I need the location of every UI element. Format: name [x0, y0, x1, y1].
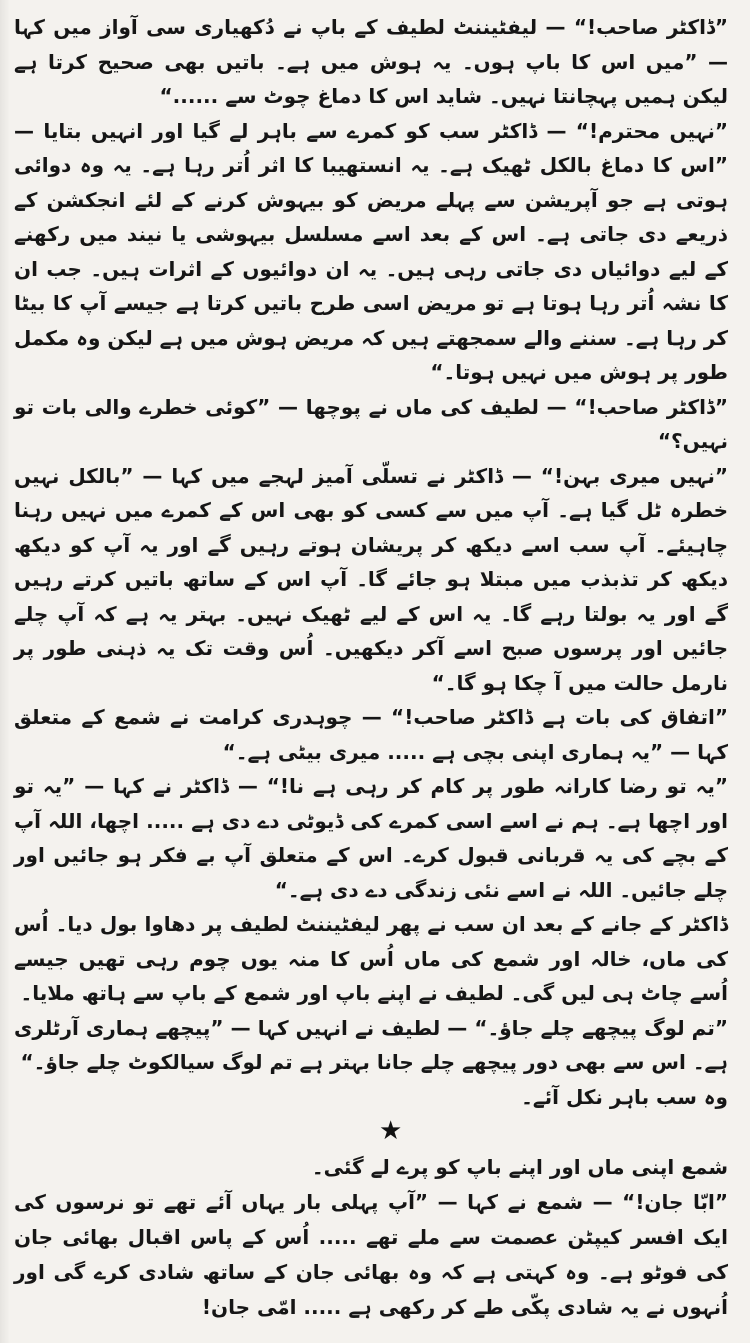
paragraph-3: ”ڈاکٹر صاحب!“ — لطیف کی ماں نے پوچھا — ”کوئی خطرے والی بات تو نہیں؟“: [14, 394, 728, 453]
paragraph-2: ”نہیں محترم!“ — ڈاکٹر سب کو کمرے سے باہر لے گیا اور انہیں بتایا — ”اس کا دماغ بالکل ٹھیک ہے۔ یہ انستھیبا کا اثر اُتر رہا ہے۔ یہ وہ دوائی ہوتی ہے جو آپریشن سے پہلے مریض کو بیہوش کرنے کے لئے انجکشن کے ذریعے دی جاتی ہے۔ اس کے بعد اسے مسلسل بیہوشی یا نیند میں رکھنے کے لیے دوائیاں دی جاتی رہی ہیں۔ یہ ان دوائیوں کے اثرات ہیں۔ جب ان کا نشہ اُتر رہا ہوتا ہے تو مریض اسی طرح باتیں کرتا ہے جیسے آپ کا بیٹا کر رہا ہے۔ سننے والے سمجھتے ہیں کہ مریض ہوش میں ہے لیکن وہ مکمل طور پر ہوش میں نہیں ہوتا۔“: [14, 118, 728, 384]
paragraph-10: شمع اپنی ماں اور اپنے باپ کو پرے لے گئی۔: [311, 1155, 728, 1179]
page-body-top: [14, 10, 728, 1114]
section-separator: [14, 1114, 728, 1150]
paragraph-9: وہ سب باہر نکل آئے۔: [521, 1084, 728, 1109]
paragraph-1: ”ڈاکٹر صاحب!“ — لیفٹیننٹ لطیف کے باپ نے دُکھیاری سی آواز میں کہا — ”میں اس کا باپ ہوں۔ یہ ہوش میں ہے۔ باتیں بھی صحیح کرتا ہے لیکن ہمیں پہچانتا نہیں۔ شاید اس کا دماغ چوٹ سے ......“: [14, 15, 728, 108]
paragraph-6: ”یہ تو رضا کارانہ طور پر کام کر رہی ہے نا!“ — ڈاکٹر نے کہا — ”یہ تو اور اچھا ہے۔ ہم نے اسے اسی کمرے کی ڈیوٹی دے دی ہے ..... اچھا، اللہ آپ کے بچے کی یہ قربانی قبول کرے۔ اس کے متعلق آپ بے فکر ہو جائیں اور چلے جائیں۔ اللہ نے اسے نئی زندگی دے دی ہے۔“: [14, 774, 728, 902]
paragraph-8: ”تم لوگ پیچھے چلے جاؤ۔“ — لطیف نے انہیں کہا — ”پیچھے ہماری آرٹلری ہے۔ اس سے بھی دور پیچھے چلے جانا بہتر ہے تم لوگ سیالکوٹ چلے جاؤ۔“: [14, 1015, 728, 1074]
paragraph-7: ڈاکٹر کے جانے کے بعد ان سب نے پھر لیفٹیننٹ لطیف پر دھاوا بول دیا۔ اُس کی ماں، خالہ اور شمع کی ماں اُس کا منہ یوں چوم رہی تھیں جیسے اُسے چاٹ ہی لیں گی۔ لطیف نے اپنے باپ اور شمع کے باپ سے ہاتھ ملایا۔: [14, 912, 728, 1005]
page-body-bottom: [14, 1150, 728, 1325]
paragraph-11: ”ابّا جان!“ — شمع نے کہا — ”آپ پہلی بار یہاں آئے تھے تو نرسوں کی ایک افسر کیپٹن عصمت سے ملے تھے ..... اُس کے پاس اقبال بھائی جان کی فوٹو ہے۔ وہ کہتی ہے کہ وہ بھائی جان کے ساتھ شادی کرے گی اور اُنہوں نے یہ شادی پکّی طے کر رکھی ہے ..... امّی جان!: [14, 1190, 728, 1319]
paragraph-4: ”نہیں میری بہن!“ — ڈاکٹر نے تسلّی آمیز لہجے میں کہا — ”بالکل نہیں خطرہ ٹل گیا ہے۔ آپ میں سے کسی کو بھی اس کے کمرے میں نہیں رہنا چاہیئے۔ آپ سب اسے دیکھ کر پریشان ہوتے رہیں گے اور یہ آپ کو دیکھ دیکھ کر تذبذب میں مبتلا ہو جائے گا۔ آپ اس کے ساتھ باتیں کرتے رہیں گے اور یہ بولتا رہے گا۔ یہ اس کے لیے ٹھیک نہیں۔ بہتر یہ ہے کہ آپ چلے جائیں اور پرسوں صبح اسے آکر دیکھیں۔ اُس وقت تک یہ ذہنی طور پر نارمل حالت میں آ چکا ہو گا۔“: [14, 463, 728, 695]
paragraph-5: ”اتفاق کی بات ہے ڈاکٹر صاحب!“ — چوہدری کرامت نے شمع کے متعلق کہا — ”یہ ہماری اپنی بچی ہے ..... میری بیٹی ہے۔“: [14, 705, 728, 764]
star-icon: ★: [379, 1116, 403, 1146]
